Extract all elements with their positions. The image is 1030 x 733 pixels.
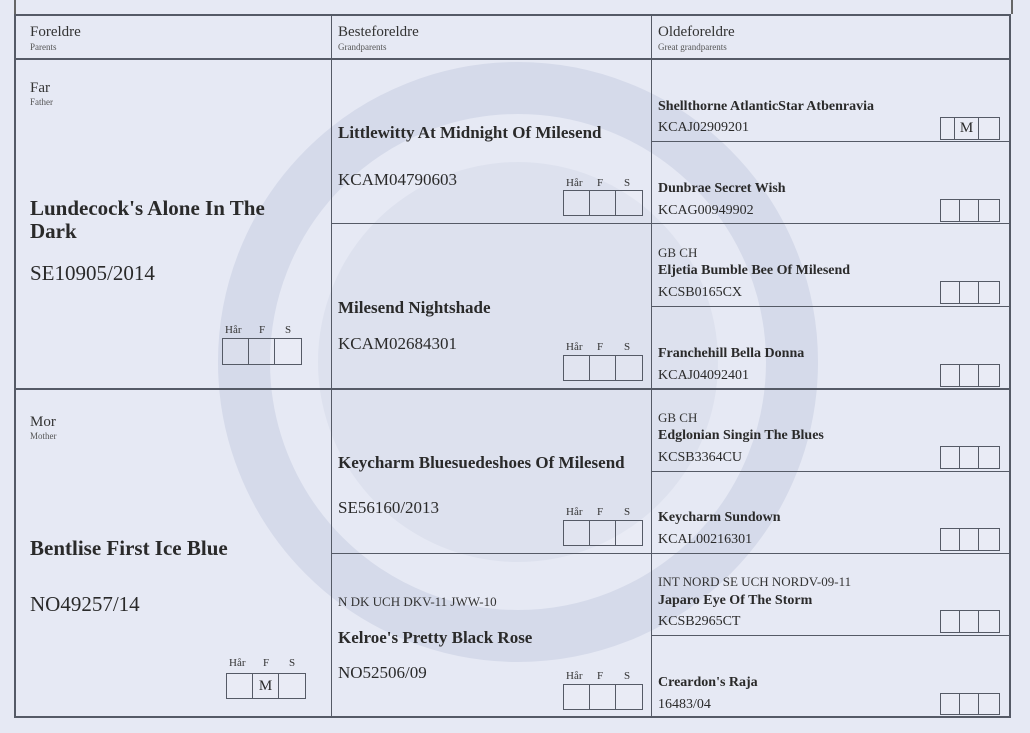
ggp-divider: [651, 635, 1011, 636]
great-grandparent-name: Keycharm Sundown: [658, 510, 781, 525]
grandparent-title: N DK UCH DKV-11 JWW-10: [338, 594, 497, 609]
father-label-sub: Father: [30, 97, 53, 107]
great-grandparent-name: Shellthorne AtlanticStar Atbenravia: [658, 99, 874, 114]
great-grandparent-reg: KCAJ02909201: [658, 120, 750, 135]
great-grandparent-name: Dunbrae Secret Wish: [658, 181, 786, 196]
grandparent-reg: NO52506/09: [338, 663, 427, 682]
ggp-divider: [651, 141, 1011, 142]
great-grandparent-hfs-boxes: [940, 610, 1000, 633]
great-grandparent-reg: KCAL00216301: [658, 532, 753, 547]
grandparent-reg: SE56160/2013: [338, 498, 440, 517]
great-grandparent-reg: KCAG00949902: [658, 203, 754, 218]
pedigree-table-frame: [14, 14, 1011, 718]
header-parents-sub: Parents: [30, 42, 57, 52]
father-name: Lundecock's Alone In The Dark: [30, 196, 265, 243]
header-great-grandparents: Oldeforeldre: [658, 24, 735, 40]
top-edge-line: [14, 0, 16, 14]
great-grandparent-name: Edglonian Singin The Blues: [658, 428, 824, 443]
top-edge-line: [1011, 0, 1013, 14]
father-label: Far: [30, 80, 50, 96]
mother-reg: NO49257/14: [30, 592, 140, 616]
great-grandparent-name: Eljetia Bumble Bee Of Milesend: [658, 263, 851, 278]
grandparent-hfs-boxes: [563, 190, 643, 216]
great-grandparent-name: Creardon's Raja: [658, 675, 758, 690]
great-grandparent-name: Franchehill Bella Donna: [658, 346, 805, 361]
mother-label: Mor: [30, 414, 56, 430]
ggp-divider: [651, 553, 1011, 554]
ggp-divider: [651, 471, 1011, 472]
grandparent-name: Littlewitty At Midnight Of Milesend: [338, 123, 602, 142]
great-grandparent-reg: KCSB0165CX: [658, 285, 743, 300]
grandparent-hfs-boxes: [563, 684, 643, 710]
father-hfs-boxes: [222, 338, 302, 365]
grandparent-divider: [331, 223, 651, 224]
great-grandparent-reg: KCAJ04092401: [658, 368, 750, 383]
grandparent-name: Keycharm Bluesuedeshoes Of Milesend: [338, 453, 625, 472]
great-grandparent-hfs-boxes: [940, 693, 1000, 715]
grandparent-hfs-boxes: [563, 355, 643, 381]
column-divider: [331, 14, 332, 718]
header-parents: Foreldre: [30, 24, 81, 40]
great-grandparent-name: Japaro Eye Of The Storm: [658, 593, 813, 608]
header-great-grandparents-sub: Great grandparents: [658, 42, 727, 52]
mother-name: Bentlise First Ice Blue: [30, 536, 228, 560]
mother-hfs-boxes: M: [226, 673, 306, 699]
great-grandparent-hfs-boxes: [940, 199, 1000, 222]
grandparent-name: Kelroe's Pretty Black Rose: [338, 628, 533, 647]
mother-label-sub: Mother: [30, 431, 57, 441]
great-grandparent-reg: KCSB3364CU: [658, 450, 743, 465]
grandparent-hfs-boxes: [563, 520, 643, 546]
father-reg: SE10905/2014: [30, 261, 155, 285]
great-grandparent-hfs-boxes: [940, 528, 1000, 551]
great-grandparent-hfs-boxes: [940, 281, 1000, 304]
great-grandparent-reg: 16483/04: [658, 697, 711, 712]
grandparent-reg: KCAM04790603: [338, 170, 458, 189]
pedigree-sheet: Foreldre Parents Besteforeldre Grandparents Oldeforeldre Great grandparents Far Father Lundecock's Alone In The Dark SE10905/2014 Hår F S Mor Mother Bentlise First Ice Blue NO49257/14 Hår F S M Littlewitty At Midnight Of Milesend KCAM04790603 Hår F S Milesend Nightshade KCAM02684301 Hår F S Keycharm Bluesuedeshoes Of Milesend SE56160/2013 Hår F S N DK UCH DKV-11 JWW-10 Kelroe's Pretty Black Rose NO52506/09 Hår F S Shellthorne AtlanticStar Atbenravia KCAJ02909201 M Dunbrae Secret Wish KCAG00949902 GB CH Eljetia Bumble Bee Of Milesend KCSB0165CX Franchehill Bella Donna KCAJ04092401 GB CH Edglonian Singin The Blues KCSB3364CU Keycharm Sundown KCAL00216301 INT NORD SE UCH NORDV-09-11 Japaro Eye Of The Storm KCSB2965CT Creardon's Raja 16483/04: [0, 0, 1030, 733]
great-grandparent-title: GB CH: [658, 245, 698, 260]
header-grandparents: Besteforeldre: [338, 24, 419, 40]
ggp-divider: [651, 306, 1011, 307]
great-grandparent-hfs-boxes: [940, 364, 1000, 387]
grandparent-name: Milesend Nightshade: [338, 298, 491, 317]
great-grandparent-hfs-boxes: [940, 446, 1000, 469]
ggp-divider: [651, 223, 1011, 224]
great-grandparent-reg: KCSB2965CT: [658, 614, 741, 629]
great-grandparent-title: GB CH: [658, 410, 698, 425]
grandparent-divider: [331, 553, 651, 554]
grandparent-reg: KCAM02684301: [338, 334, 458, 353]
parent-divider: [14, 388, 1011, 390]
header-grandparents-sub: Grandparents: [338, 42, 387, 52]
great-grandparent-hfs-boxes: M: [940, 117, 1000, 140]
column-divider: [651, 14, 652, 718]
great-grandparent-title: INT NORD SE UCH NORDV-09-11: [658, 574, 852, 589]
header-divider: [14, 58, 1011, 60]
